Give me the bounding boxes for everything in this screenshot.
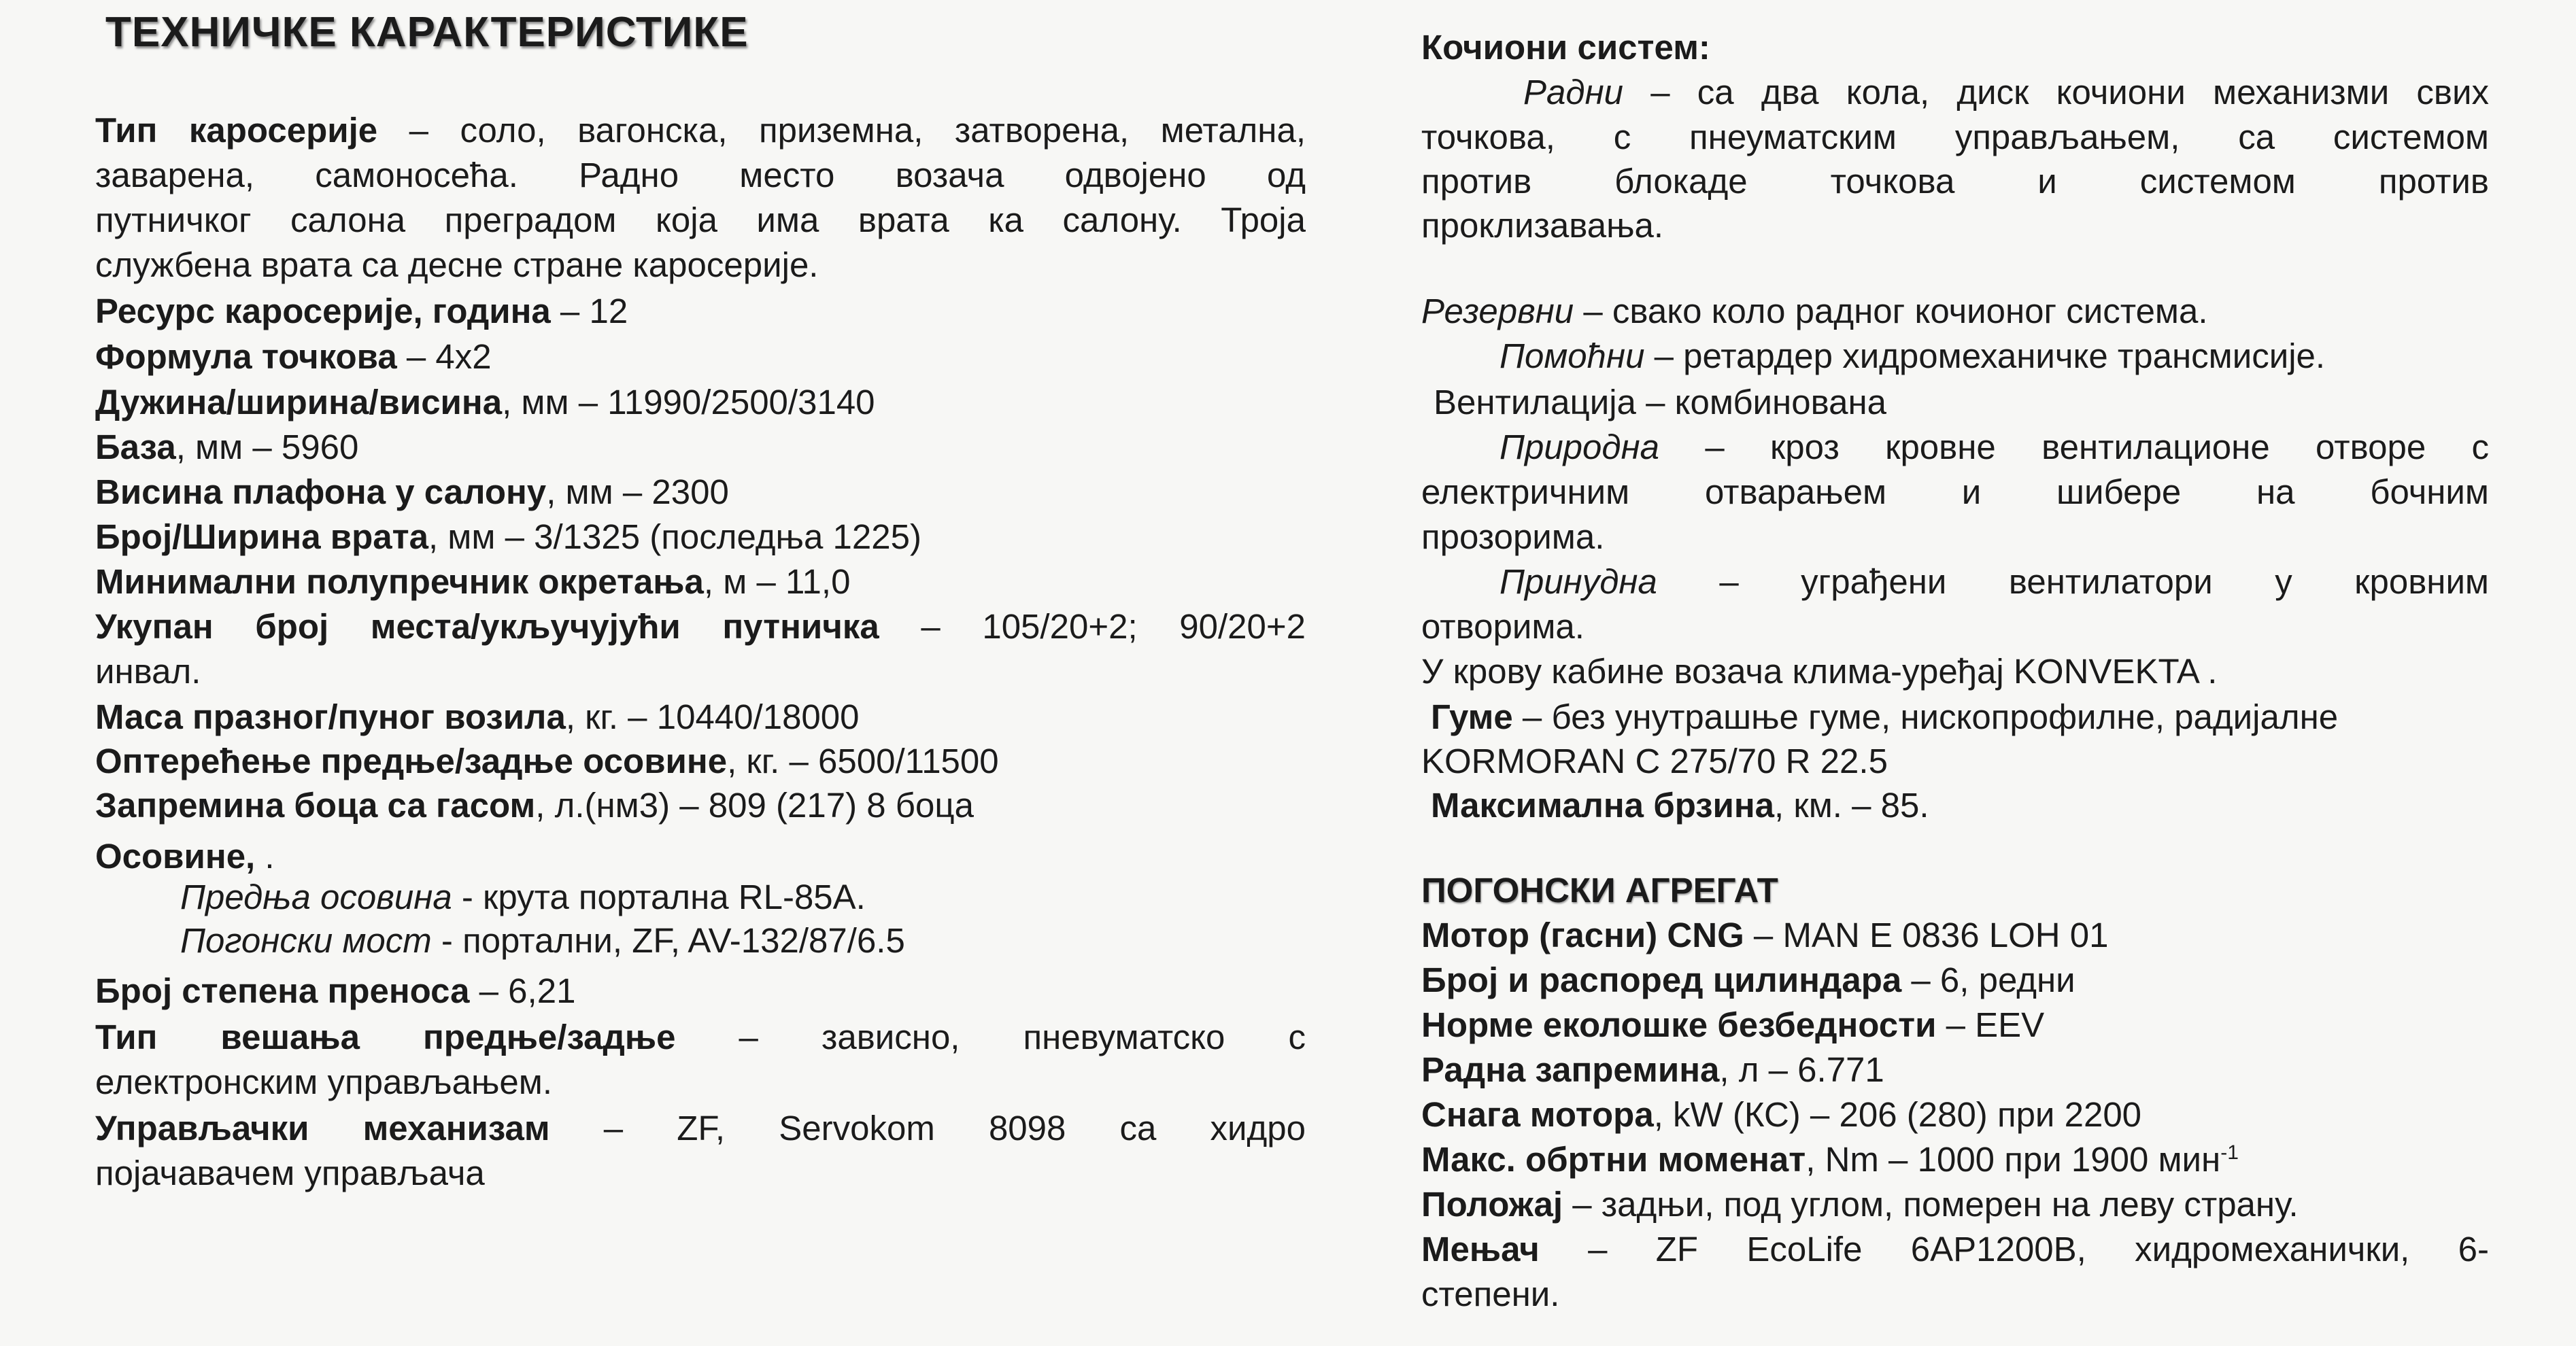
service-brake-label: Радни	[1523, 73, 1623, 111]
gas-line	[95, 785, 1306, 826]
service-brake-line-4: проклизавања.	[1421, 206, 1664, 245]
service-brake-line	[1523, 72, 2489, 113]
reserve-brake-label: Резервни	[1421, 292, 1574, 330]
position-value: – задњи, под углом, померен на леву страну.	[1563, 1185, 2299, 1224]
base-label: База	[95, 428, 176, 466]
tires-line	[1431, 697, 2489, 738]
dimensions-label: Дужина/ширина/висина	[95, 383, 503, 421]
gas-value: , л.(нм3) – 809 (217) 8 боца	[535, 786, 974, 825]
dimensions-line	[95, 382, 1306, 423]
speed-value: , км. – 85.	[1774, 786, 1929, 825]
front-axle-label: Предња осовина	[180, 878, 452, 916]
body-type-line-3: путничког салона преградом која има врата ка салону. Троја	[95, 201, 1306, 239]
wheel-formula-value: – 4x2	[396, 337, 492, 376]
gears-line	[95, 971, 1306, 1012]
ventilation-line: Вентилација – комбинована	[1434, 383, 1886, 421]
service-brake-line-3: против блокаде точкова и системом против	[1421, 162, 2489, 201]
front-axle-value: - крута портална RL-85A.	[452, 878, 866, 916]
natural-vent-line	[1499, 427, 2489, 468]
seats-value: – 105/20+2; 90/20+2	[879, 607, 1306, 646]
suspension-line	[95, 1017, 1306, 1058]
axles-label: Осовине,	[95, 837, 256, 876]
natural-vent-value: – кроз кровне вентилационе отворе с	[1659, 428, 2489, 466]
ac-line: У крову кабине возача клима-уређај KONVEKTA .	[1421, 652, 2218, 691]
body-type-value: – соло, вагонска, приземна, затворена, метална,	[377, 111, 1306, 150]
body-type-line-2: заварена, самоносећа. Радно место возача одвојено од	[95, 156, 1306, 194]
doors-line	[95, 517, 1306, 557]
eco-label: Норме еколошке безбедности	[1421, 1005, 1937, 1044]
displacement-line	[1421, 1050, 2489, 1090]
ceiling-line	[95, 472, 1306, 513]
displacement-label: Радна запремина	[1421, 1050, 1720, 1089]
gearbox-value: – ZF EcoLife 6AP1200B, хидромеханички, 6-	[1539, 1230, 2489, 1269]
forced-vent-value: – уграђени вентилатори у кровним	[1657, 562, 2489, 601]
page-title: ТЕХНИЧКЕ КАРАКТЕРИСТИКЕ	[105, 9, 749, 56]
cylinders-label: Број и распоред цилиндара	[1421, 961, 1902, 999]
engine-label: Мотор (гасни) CNG	[1421, 916, 1744, 954]
torque-value: , Nm – 1000 при 1900 мин	[1806, 1140, 2221, 1179]
gearbox-line	[1421, 1229, 2489, 1270]
seats-line-2: инвал.	[95, 652, 201, 691]
displacement-value: , л – 6.771	[1719, 1050, 1884, 1089]
engine-line	[1421, 915, 2489, 956]
axles-line	[95, 836, 1306, 877]
dimensions-value: , мм – 11990/2500/3140	[502, 383, 875, 421]
eco-line	[1421, 1005, 2489, 1046]
ceiling-value: , мм – 2300	[546, 472, 729, 511]
seats-line	[95, 606, 1306, 647]
steering-line	[95, 1108, 1306, 1149]
steering-line-2: појачавачем управљача	[95, 1154, 485, 1192]
aux-brake-label: Помоћни	[1499, 336, 1645, 375]
suspension-label: Тип вешања предње/задње	[95, 1018, 676, 1056]
natural-vent-line-3: прозорима.	[1421, 517, 1605, 556]
forced-vent-label: Принудна	[1499, 562, 1657, 601]
body-type-line	[95, 110, 1306, 151]
gears-value: – 6,21	[469, 971, 576, 1010]
body-type-line-4: службена врата са десне стране каросерије.	[95, 245, 819, 284]
wheel-formula-label: Формула точкова	[95, 337, 397, 376]
base-value: , мм – 5960	[175, 428, 359, 466]
engine-power-line	[1421, 1094, 2489, 1135]
resource-line	[95, 291, 1306, 332]
cylinders-value: – 6, редни	[1901, 961, 2075, 999]
gearbox-line-2: степени.	[1421, 1275, 1560, 1313]
power-unit-title: ПОГОНСКИ АГРЕГАТ	[1421, 871, 1778, 910]
brake-title-text: Кочиони систем:	[1421, 28, 1710, 67]
speed-line	[1431, 785, 2489, 826]
doors-value: , мм – 3/1325 (последња 1225)	[428, 517, 921, 556]
tires-label: Гуме	[1431, 697, 1513, 736]
mass-label: Маса празног/пуног возила	[95, 697, 566, 736]
front-axle-line	[180, 877, 1306, 918]
steering-value: – ZF, Servokom 8098 са хидро	[549, 1109, 1306, 1147]
natural-vent-label: Природна	[1499, 428, 1660, 466]
drive-axle-label: Погонски мост	[180, 921, 432, 960]
suspension-value: – зависно, пневуматско с	[675, 1018, 1306, 1056]
service-brake-value: – са два кола, диск кочиони механизми свих	[1623, 73, 2489, 111]
engine-value: – MAN E 0836 LOH 01	[1744, 916, 2109, 954]
resource-value: – 12	[550, 292, 628, 330]
torque-superscript: -1	[2220, 1141, 2239, 1164]
tires-line-2: KORMORAN C 275/70 R 22.5	[1421, 742, 1888, 780]
torque-line	[1421, 1139, 2489, 1180]
torque-label: Макс. обртни моменат	[1421, 1140, 1806, 1179]
eco-value: – EEV	[1936, 1005, 2045, 1044]
forced-vent-line	[1499, 562, 2489, 602]
gearbox-label: Мењач	[1421, 1230, 1540, 1269]
tires-value: – без унутрашње гуме, нископрофилне, радијалне	[1512, 697, 2339, 736]
forced-vent-line-2: отворима.	[1421, 607, 1584, 646]
axle-load-label: Оптерећење предње/задње осовине	[95, 742, 728, 780]
position-line	[1421, 1184, 2489, 1225]
base-line	[95, 427, 1306, 468]
seats-label: Укупан број места/укључујући путничка	[95, 607, 879, 646]
wheel-formula-line	[95, 336, 1306, 377]
engine-power-label: Снага мотора	[1421, 1095, 1654, 1134]
drive-axle-line	[180, 920, 1306, 961]
natural-vent-line-2: електричним отварањем и шибере на бочним	[1421, 472, 2489, 511]
radius-line	[95, 562, 1306, 602]
position-label: Положај	[1421, 1185, 1563, 1224]
engine-power-value: , kW (КС) – 206 (280) при 2200	[1653, 1095, 2142, 1134]
axle-load-line	[95, 741, 1306, 782]
aux-brake-value: – ретардер хидромеханичке трансмисије.	[1644, 336, 2326, 375]
speed-label: Максимална брзина	[1431, 786, 1775, 825]
axle-load-value: , кг. – 6500/11500	[727, 742, 999, 780]
service-brake-line-2: точкова, с пнеуматским управљањем, са системом	[1421, 118, 2489, 156]
doors-label: Број/Ширина врата	[95, 517, 428, 556]
resource-label: Ресурс каросерије, година	[95, 292, 551, 330]
body-type-label: Тип каросерије	[95, 111, 378, 150]
gas-label: Запремина боца са гасом	[95, 786, 536, 825]
mass-line	[95, 697, 1306, 738]
aux-brake-line	[1499, 336, 2489, 377]
ceiling-label: Висина плафона у салону	[95, 472, 547, 511]
suspension-line-2: електронским управљањем.	[95, 1063, 553, 1101]
reserve-brake-value: – свако коло радног кочионог система.	[1574, 292, 2208, 330]
steering-label: Управљачки механизам	[95, 1109, 550, 1147]
brake-title	[1421, 27, 2489, 68]
gears-label: Број степена преноса	[95, 971, 470, 1010]
mass-value: , кг. – 10440/18000	[565, 697, 860, 736]
axles-value: .	[255, 837, 275, 876]
drive-axle-value: - портални, ZF, AV-132/87/6.5	[431, 921, 905, 960]
radius-value: , м – 11,0	[703, 562, 851, 601]
radius-label: Минимални полупречник окретања	[95, 562, 704, 601]
reserve-brake-line	[1421, 291, 2489, 332]
cylinders-line	[1421, 960, 2489, 1001]
